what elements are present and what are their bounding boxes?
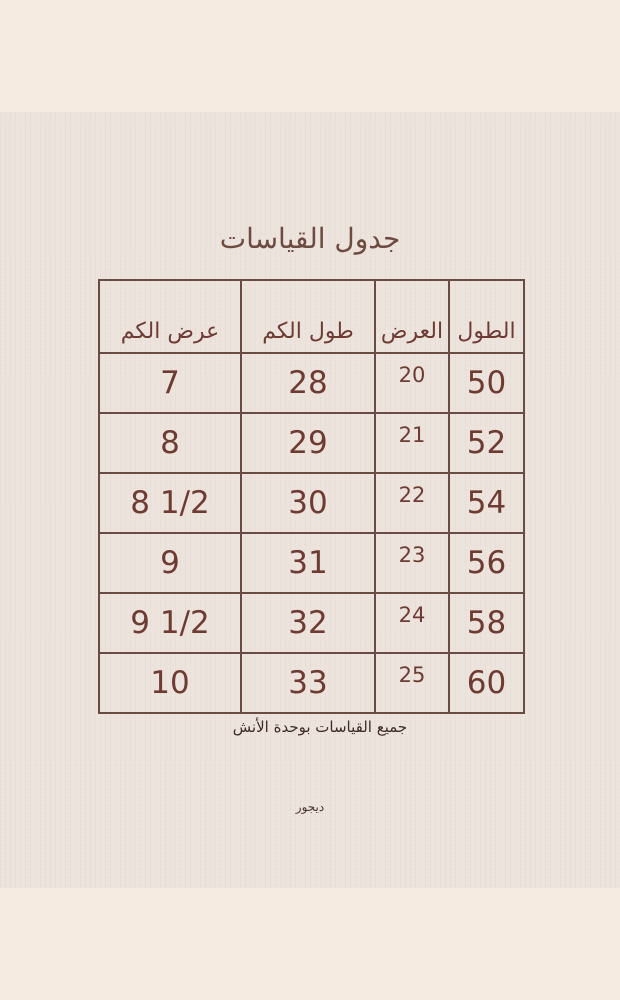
table-row <box>99 533 524 593</box>
cell-length <box>449 593 524 653</box>
cell-length <box>449 533 524 593</box>
length-value: 56 <box>466 545 507 581</box>
cell-length <box>449 653 524 713</box>
header-length: الطول <box>449 280 524 353</box>
sleeve-width-value: 10 <box>150 665 190 701</box>
width-value: 21 <box>398 423 426 447</box>
cell-sleeve-length <box>241 593 375 653</box>
length-value: 58 <box>466 605 507 641</box>
width-value: 23 <box>398 543 426 567</box>
cell-sleeve-width <box>99 533 241 593</box>
table-header-row <box>99 280 524 353</box>
table-row <box>99 353 524 413</box>
cell-sleeve-length <box>241 533 375 593</box>
table-row <box>99 473 524 533</box>
cell-sleeve-width <box>99 353 241 413</box>
cell-sleeve-width <box>99 653 241 713</box>
cell-length <box>449 353 524 413</box>
header-width: العرض <box>375 280 449 353</box>
table-row <box>99 653 524 713</box>
sleeve-length-value: 30 <box>288 485 328 521</box>
cell-sleeve-length <box>241 353 375 413</box>
length-value: 60 <box>466 665 507 701</box>
sleeve-width-value: 8 1/2 <box>130 485 210 521</box>
cell-sleeve-length <box>241 473 375 533</box>
cell-width <box>375 353 449 413</box>
sleeve-length-value: 32 <box>288 605 328 641</box>
header-sleeve-width: عرض الكم <box>99 280 241 353</box>
cell-width <box>375 473 449 533</box>
cell-sleeve-length <box>241 413 375 473</box>
cell-width <box>375 653 449 713</box>
cell-sleeve-length <box>241 653 375 713</box>
width-value: 24 <box>398 603 426 627</box>
cell-width <box>375 533 449 593</box>
sleeve-width-value: 9 <box>160 545 180 581</box>
width-value: 25 <box>398 663 426 687</box>
page-title: جدول القياسات <box>219 222 401 255</box>
cell-sleeve-width <box>99 413 241 473</box>
table-row <box>99 413 524 473</box>
cell-length <box>449 413 524 473</box>
length-value: 50 <box>466 365 507 401</box>
sleeve-length-value: 29 <box>288 425 328 461</box>
sleeve-width-value: 7 <box>160 365 180 401</box>
sleeve-length-value: 28 <box>288 365 328 401</box>
table-row <box>99 593 524 653</box>
cell-width <box>375 413 449 473</box>
sleeve-width-value: 9 1/2 <box>130 605 210 641</box>
width-value: 20 <box>398 363 426 387</box>
length-value: 54 <box>466 485 507 521</box>
header-sleeve-length: طول الكم <box>241 280 375 353</box>
sleeve-length-value: 31 <box>288 545 328 581</box>
cell-sleeve-width <box>99 473 241 533</box>
sleeve-width-value: 8 <box>160 425 180 461</box>
sleeve-length-value: 33 <box>288 665 328 701</box>
cell-sleeve-width <box>99 593 241 653</box>
cell-width <box>375 593 449 653</box>
size-table <box>98 279 525 714</box>
units-note: جميع القياسات بوحدة الأنش <box>232 718 408 736</box>
length-value: 52 <box>466 425 507 461</box>
cell-length <box>449 473 524 533</box>
width-value: 22 <box>398 483 426 507</box>
signature: ديجور <box>295 800 325 814</box>
